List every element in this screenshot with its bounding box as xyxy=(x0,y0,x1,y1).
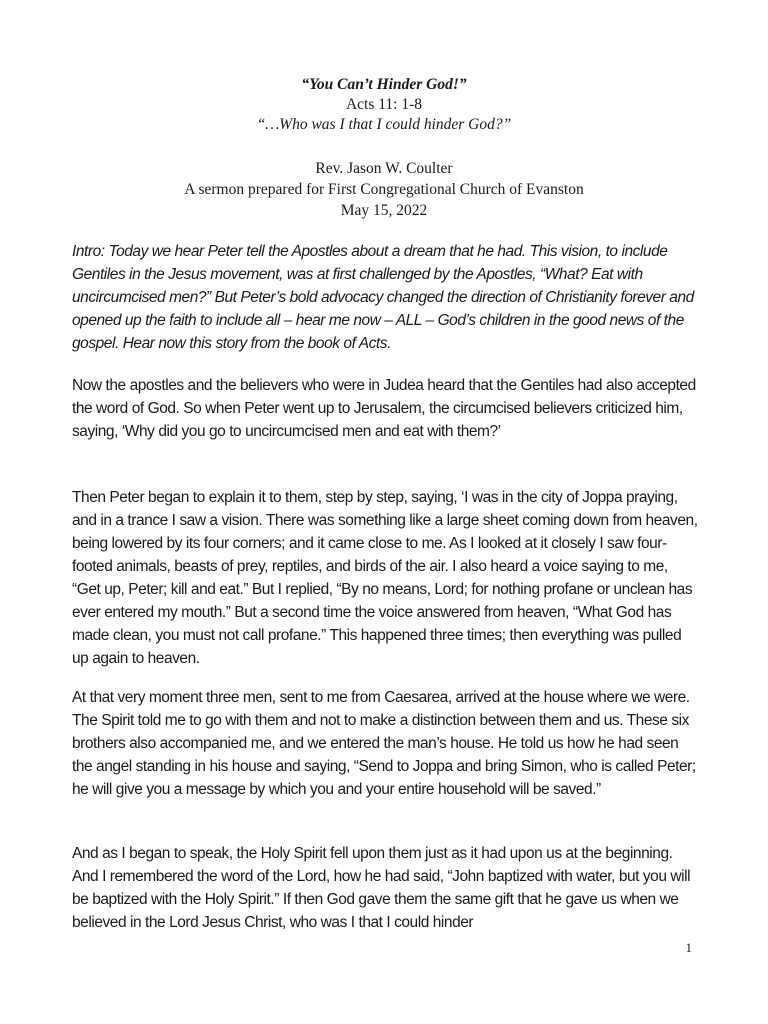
scripture-quote: “…Who was I that I could hinder God?” xyxy=(256,116,512,133)
intro-paragraph: Intro: Today we hear Peter tell the Apostles about a dream that he had. This vision, to include Gentiles in the Jesus movement, was at first challenged by the Apostles, “What? Eat with uncircumcised men?” But Peter’s bold advocacy changed the direction of Christianity forever and opened up the faith to include all – hear me now – ALL – God’s children in the good news of the gospel. Hear now this story from the book of Acts. xyxy=(72,243,694,352)
sermon-date: May 15, 2022 xyxy=(340,202,428,219)
body-paragraph: And as I began to speak, the Holy Spirit fell upon them just as it had upon us at the beginning. And I remembered the word of the Lord, how he had said, “John baptized with water, but you will be baptized with the Holy Spirit.” If then God gave them the same gift that he gave us when we believed in the Lord Jesus Christ, who was I that I could hinder xyxy=(72,845,691,931)
scripture-reference: Acts 11: 1-8 xyxy=(345,96,423,113)
body-paragraph: Now the apostles and the believers who were in Judea heard that the Gentiles had also accepted the word of God. So when Peter went up to Jerusalem, the circumcised believers criticized him, saying, ‘Why did you go to uncircumcised men and eat with them?’ xyxy=(72,377,696,440)
body-paragraph: Then Peter began to explain it to them, step by step, saying, ‘I was in the city of Joppa praying, and in a trance I saw a vision. There was something like a large sheet coming down from heaven, being lowered by its four corners; and it came close to me. As I looked at it closely I saw four-footed animals, beasts of prey, reptiles, and birds of the air. I also heard a voice saying to me, “Get up, Peter; kill and eat.” But I replied, “By no means, Lord; for nothing profane or unclean has ever entered my mouth.” But a second time the voice answered from heaven, “What God has made clean, you must not call profane.” This happened three times; then everything was pulled up again to heaven. xyxy=(72,489,698,667)
sermon-description: A sermon prepared for First Congregational Church of Evanston xyxy=(184,181,584,198)
page-number: 1 xyxy=(685,940,692,955)
sermon-title: “You Can’t Hinder God!” xyxy=(301,76,467,93)
author-name: Rev. Jason W. Coulter xyxy=(315,160,453,177)
body-paragraph: At that very moment three men, sent to me from Caesarea, arrived at the house where we were. The Spirit told me to go with them and not to make a distinction between them and us. These six brothers also accompanied me, and we entered the man’s house. He told us how he had seen the angel standing in his house and saying, “Send to Joppa and bring Simon, who is called Peter; he will give you a message by which you and your entire household will be saved.” xyxy=(72,689,696,798)
